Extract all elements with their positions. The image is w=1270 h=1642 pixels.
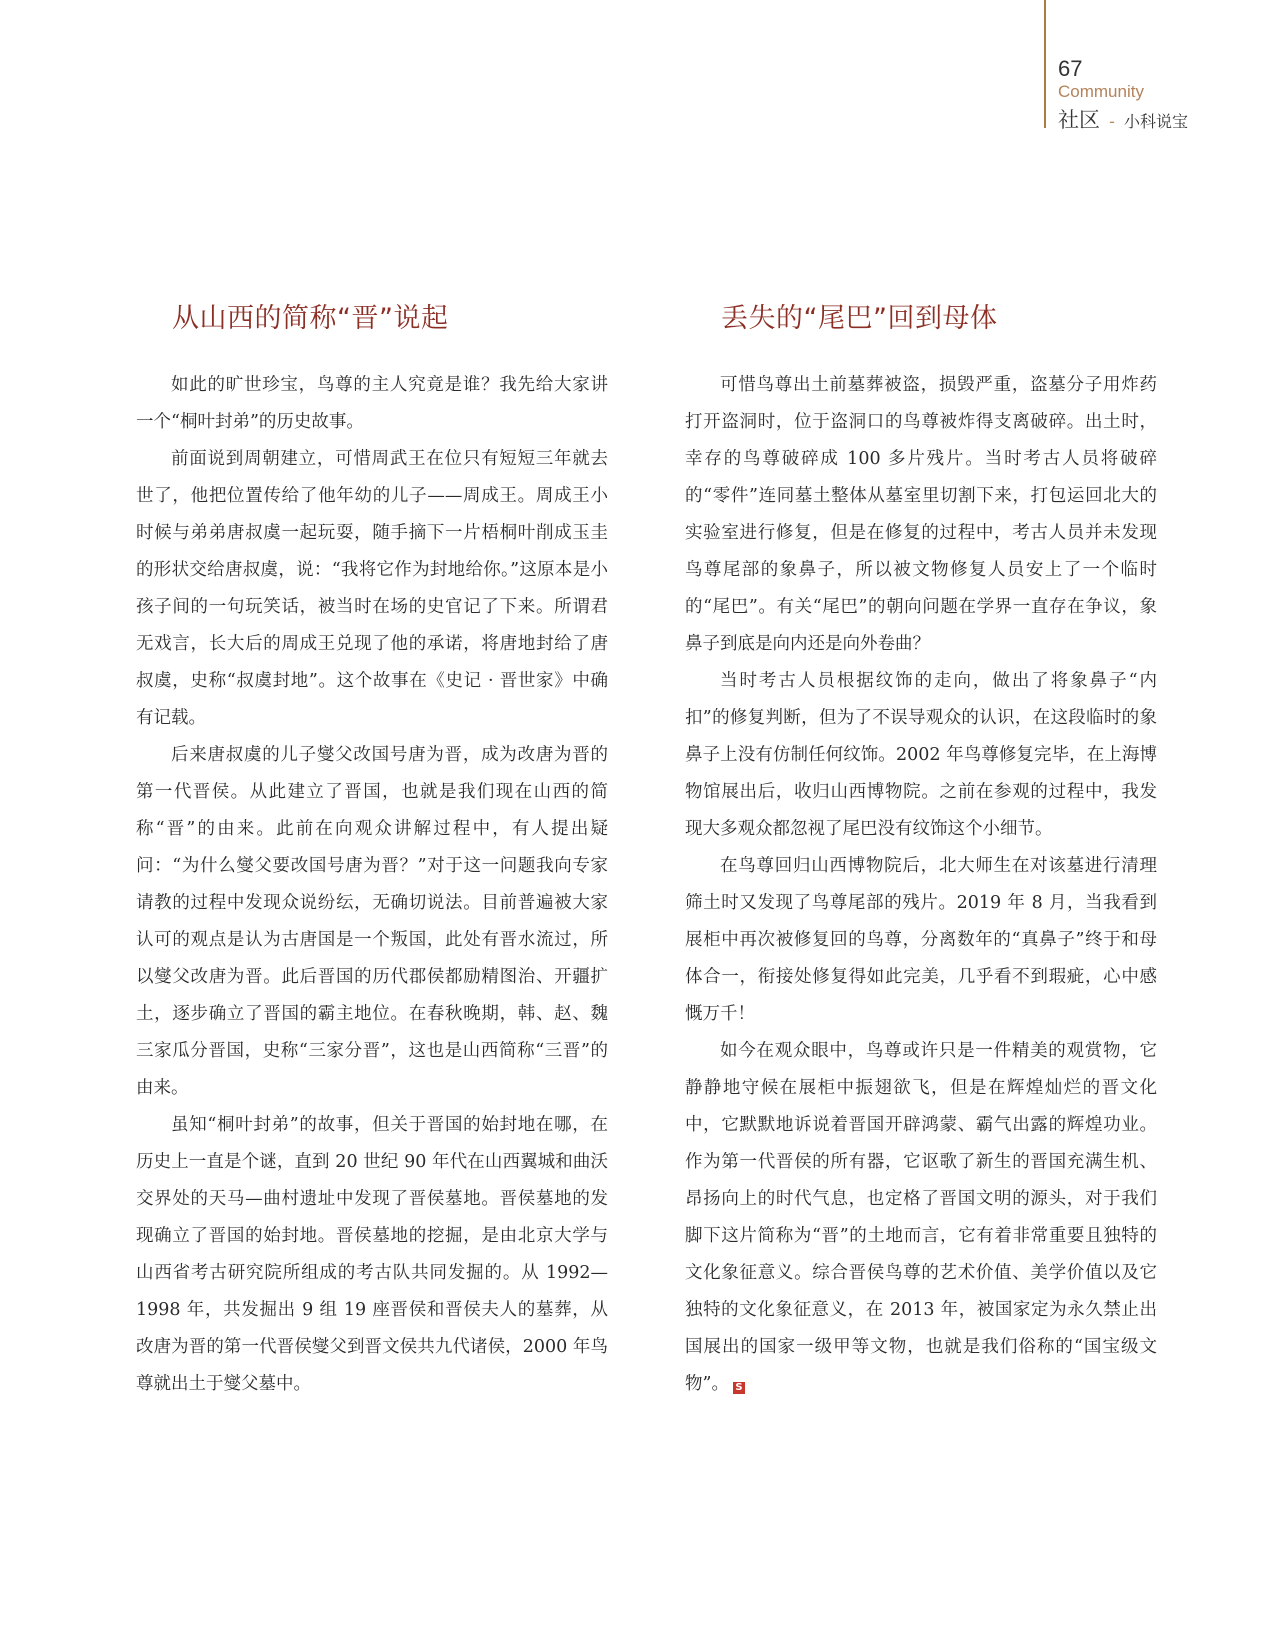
section-name: 社区 xyxy=(1058,108,1100,132)
article-end-mark-icon: S xyxy=(733,1382,745,1394)
left-paragraph-3: 后来唐叔虞的儿子燮父改国号唐为晋，成为改唐为晋的第一代晋侯。从此建立了晋国，也就是我们现在山西的简称“晋”的由来。此前在向观众讲解过程中，有人提出疑问：“为什么燮父要改国号唐为晋？”对于这一问题我向专家请教的过程中发现众说纷纭，无确切说法。目前普遍被大家认可的观点是认为古唐国是一个叛国，此处有晋水流过，所以燮父改唐为晋。此后晋国的历代郡侯都励精图治、开疆扩土，逐步确立了晋国的霸主地位。在春秋晚期，韩、赵、魏三家瓜分晋国，史称“三家分晋”，这也是山西简称“三晋”的由来。 xyxy=(136,745,608,1098)
section-label-english: Community xyxy=(1058,82,1144,101)
right-paragraph-2: 当时考古人员根据纹饰的走向，做出了将象鼻子“内扣”的修复判断，但为了不误导观众的认识，在这段临时的象鼻子上没有仿制任何纹饰。2002 年鸟尊修复完毕，在上海博物馆展出后，收归山西博物院。之前在参观的过程中，我发现大多观众都忽视了尾巴没有纹饰这个小细节。 xyxy=(685,671,1157,839)
left-paragraph-1: 如此的旷世珍宝，鸟尊的主人究竟是谁？我先给大家讲一个“桐叶封弟”的历史故事。 xyxy=(136,375,608,432)
right-column xyxy=(685,296,1157,1403)
right-paragraph-4 xyxy=(685,1033,1157,1403)
left-paragraph-4: 虽知“桐叶封弟”的故事，但关于晋国的始封地在哪，在历史上一直是个谜，直到 20 世纪 90 年代在山西翼城和曲沃交界处的天马—曲村遗址中发现了晋侯墓地。晋侯墓地的发现确立了晋国的始封地。晋侯墓地的挖掘，是由北京大学与山西省考古研究院所组成的考古队共同发掘的。从 1992—1998 年，共发掘出 9 组 19 座晋侯和晋侯夫人的墓葬，从改唐为晋的第一代晋侯燮父到晋文侯共九代诸侯，2000 年鸟尊就出土于燮父墓中。 xyxy=(136,1115,608,1394)
page-number: 67 xyxy=(1058,56,1083,81)
section-separator: - xyxy=(1109,112,1115,131)
left-paragraph-2: 前面说到周朝建立，可惜周武王在位只有短短三年就去世了，他把位置传给了他年幼的儿子——周成王。周成王小时候与弟弟唐叔虞一起玩耍，随手摘下一片梧桐叶削成玉圭的形状交给唐叔虞，说：“我将它作为封地给你。”这原本是小孩子间的一句玩笑话，被当时在场的史官记了下来。所谓君无戏言，长大后的周成王兑现了他的承诺，将唐地封给了唐叔虞，史称“叔虞封地”。这个故事在《史记 · 晋世家》中确有记载。 xyxy=(136,449,608,728)
left-section-title: 从山西的简称“晋”说起 xyxy=(172,303,449,334)
right-paragraph-4-text: 如今在观众眼中，鸟尊或许只是一件精美的观赏物，它静静地守候在展柜中振翅欲飞，但是在辉煌灿烂的晋文化中，它默默地诉说着晋国开辟鸿蒙、霸气出露的辉煌功业。作为第一代晋侯的所有器，它讴歌了新生的晋国充满生机、昂扬向上的时代气息，也定格了晋国文明的源头，对于我们脚下这片简称为“晋”的土地而言，它有着非常重要且独特的文化象征意义。综合晋侯鸟尊的艺术价值、美学价值以及它独特的文化象征意义，在 2013 年，被国家定为永久禁止出国展出的国家一级甲等文物，也就是我们俗称的“国宝级文物”。 xyxy=(685,1041,1157,1394)
header-divider xyxy=(1044,0,1046,128)
subsection-name: 小科说宝 xyxy=(1123,112,1188,131)
right-paragraph-1: 可惜鸟尊出土前墓葬被盗，损毁严重，盗墓分子用炸药打开盗洞时，位于盗洞口的鸟尊被炸得支离破碎。出土时，幸存的鸟尊破碎成 100 多片残片。当时考古人员将破碎的“零件”连同墓土整体从墓室里切割下来，打包运回北大的实验室进行修复，但是在修复的过程中，考古人员并未发现鸟尊尾部的象鼻子，所以被文物修复人员安上了一个临时的“尾巴”。有关“尾巴”的朝向问题在学界一直存在争议，象鼻子到底是向内还是向外卷曲？ xyxy=(685,375,1157,654)
left-column xyxy=(136,296,608,1403)
page-header xyxy=(1044,0,1270,130)
section-line xyxy=(1058,104,1188,134)
right-paragraph-3: 在鸟尊回归山西博物院后，北大师生在对该墓进行清理筛土时又发现了鸟尊尾部的残片。2019 年 8 月，当我看到展柜中再次被修复回的鸟尊，分离数年的“真鼻子”终于和母体合一，衔接处修复得如此完美，几乎看不到瑕疵，心中感慨万千！ xyxy=(685,856,1157,1024)
right-section-title: 丢失的“尾巴”回到母体 xyxy=(721,303,998,334)
